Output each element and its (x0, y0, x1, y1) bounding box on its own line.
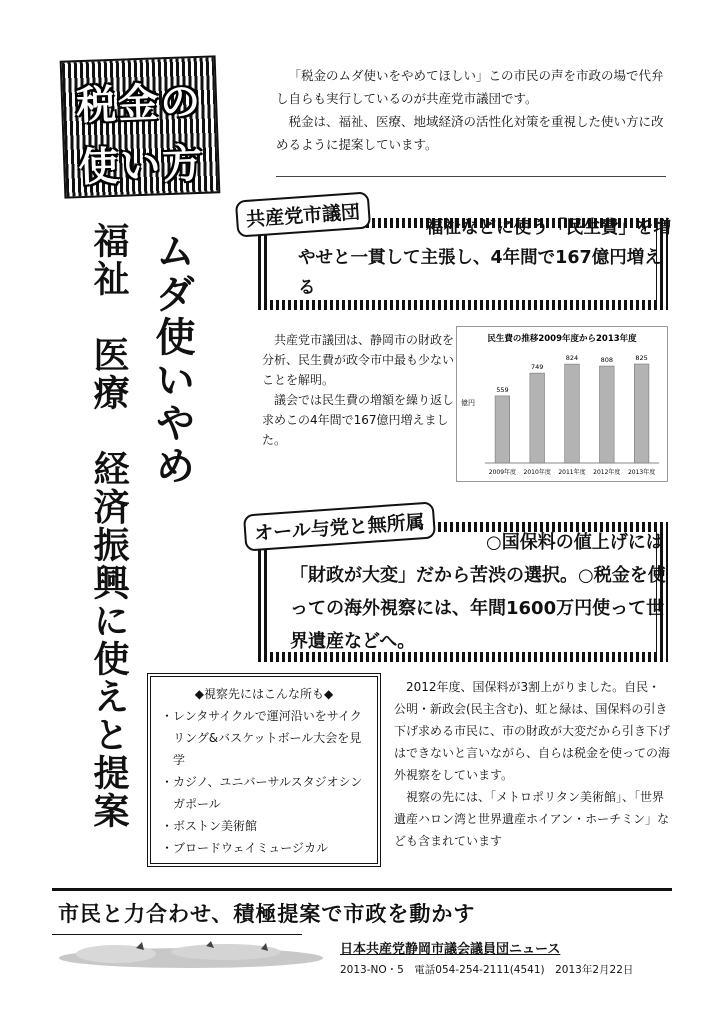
welfare-chart (456, 326, 668, 482)
welfare-text (262, 330, 454, 450)
jcp-callout-text: 福祉などに使う「民生費」を増やせと一貫して主張し、4年間で167億円増える (298, 218, 671, 298)
chart-category-label: 2013年度 (627, 469, 656, 476)
welfare-paragraph: 共産党市議団は、静岡市の財政を分析、民生費が政令市中最も少ないことを解明。 (262, 333, 455, 387)
trip-item: ・レンタサイクルで運河沿いをサイクリング&バスケットボール大会を見学 (161, 709, 362, 767)
title-line-1: 税金の (75, 78, 203, 130)
chart-value-label: 559 (496, 385, 509, 394)
footer-slogan: 市民と力合わせ、積極提案で市政を動かす (58, 901, 476, 926)
title-line-2: 使い方 (77, 140, 206, 192)
intro-paragraph: 「税金のムダ使いをやめてほしい」この市民の声を市政の場で代弁し自らも実行しているのが共産党市議団です。 (276, 68, 664, 106)
jcp-badge: 共産党市議団 (235, 191, 371, 237)
welfare-paragraph: 議会では民生費の増額を繰り返し求めこの4年間で167億円増えました。 (262, 393, 455, 447)
newsletter-name: 日本共産党静岡市議会議員団ニュース (340, 942, 561, 957)
intro-divider (276, 176, 666, 177)
trip-box-title: ◆視察先にはこんな所も◆ (194, 687, 334, 701)
chart-bar (495, 396, 510, 463)
chart-value-label: 824 (565, 354, 579, 363)
chart-bar (599, 366, 614, 463)
chart-value-label: 749 (530, 363, 544, 372)
chart-value-label: 808 (600, 356, 614, 365)
welfare-chart-svg (457, 327, 667, 481)
trip-item: ・カジノ、ユニバーサルスタジオシンガポール (161, 775, 363, 811)
trip-item: ・ブロードウェイミュージカル (161, 841, 329, 855)
insurance-paragraph: 2012年度、国保料が3割上がりました。自民・公明・新政会(民主含む)、虹と緑は、国保料の引き下げ求める市民に、市の財政が大変だから引き下げはできないと言いながら、自らは税金を使っての海外視察をしています。 (394, 680, 671, 782)
footer-rule (52, 888, 672, 891)
headline-stop-waste: ムダ使いやめ (149, 230, 195, 488)
chart-category-label: 2009年度 (488, 469, 517, 476)
chart-category-label: 2011年度 (558, 469, 586, 476)
ruling-callout-text: ○国保料の値上げには「財政が大変」だから苦渋の選択。○税金を使っての海外視察には、年間1600万円使って世界遺産などへ。 (290, 532, 666, 652)
chart-value-label: 825 (635, 354, 648, 362)
chart-bar (634, 364, 649, 463)
headline-proposal: 福祉 医療 経済振興に使えと提案 (88, 222, 129, 830)
trip-item: ・ボストン美術館 (161, 819, 258, 833)
insurance-paragraph: 視察の先には、「メトロポリタン美術館」、「世界遺産ハロン湾と世界遺産ホイアン・ホーチミン」なども含まれています (394, 790, 670, 848)
footer-underline (52, 934, 302, 935)
intro-text (276, 64, 666, 156)
chart-title: 民生費の推移2009年度から2013年度 (487, 334, 637, 344)
title-badge (60, 55, 221, 198)
issue-info: 2013-NO・5 電話054-254-2111(4541) 2013年2月22日 (340, 964, 634, 976)
insurance-text (394, 676, 670, 852)
cloud-illustration (56, 940, 326, 970)
intro-paragraph: 税金は、福祉、医療、地域経済の活性化対策を重視した使い方に改めるように提案しています。 (276, 114, 664, 152)
chart-category-label: 2010年度 (523, 469, 551, 476)
chart-bar (565, 364, 580, 463)
chart-ylabel: 億円 (461, 399, 475, 407)
trip-box (150, 676, 378, 864)
ruling-badge: オール与党と無所属 (243, 501, 436, 551)
chart-bar (530, 373, 545, 463)
chart-category-label: 2012年度 (593, 469, 621, 476)
